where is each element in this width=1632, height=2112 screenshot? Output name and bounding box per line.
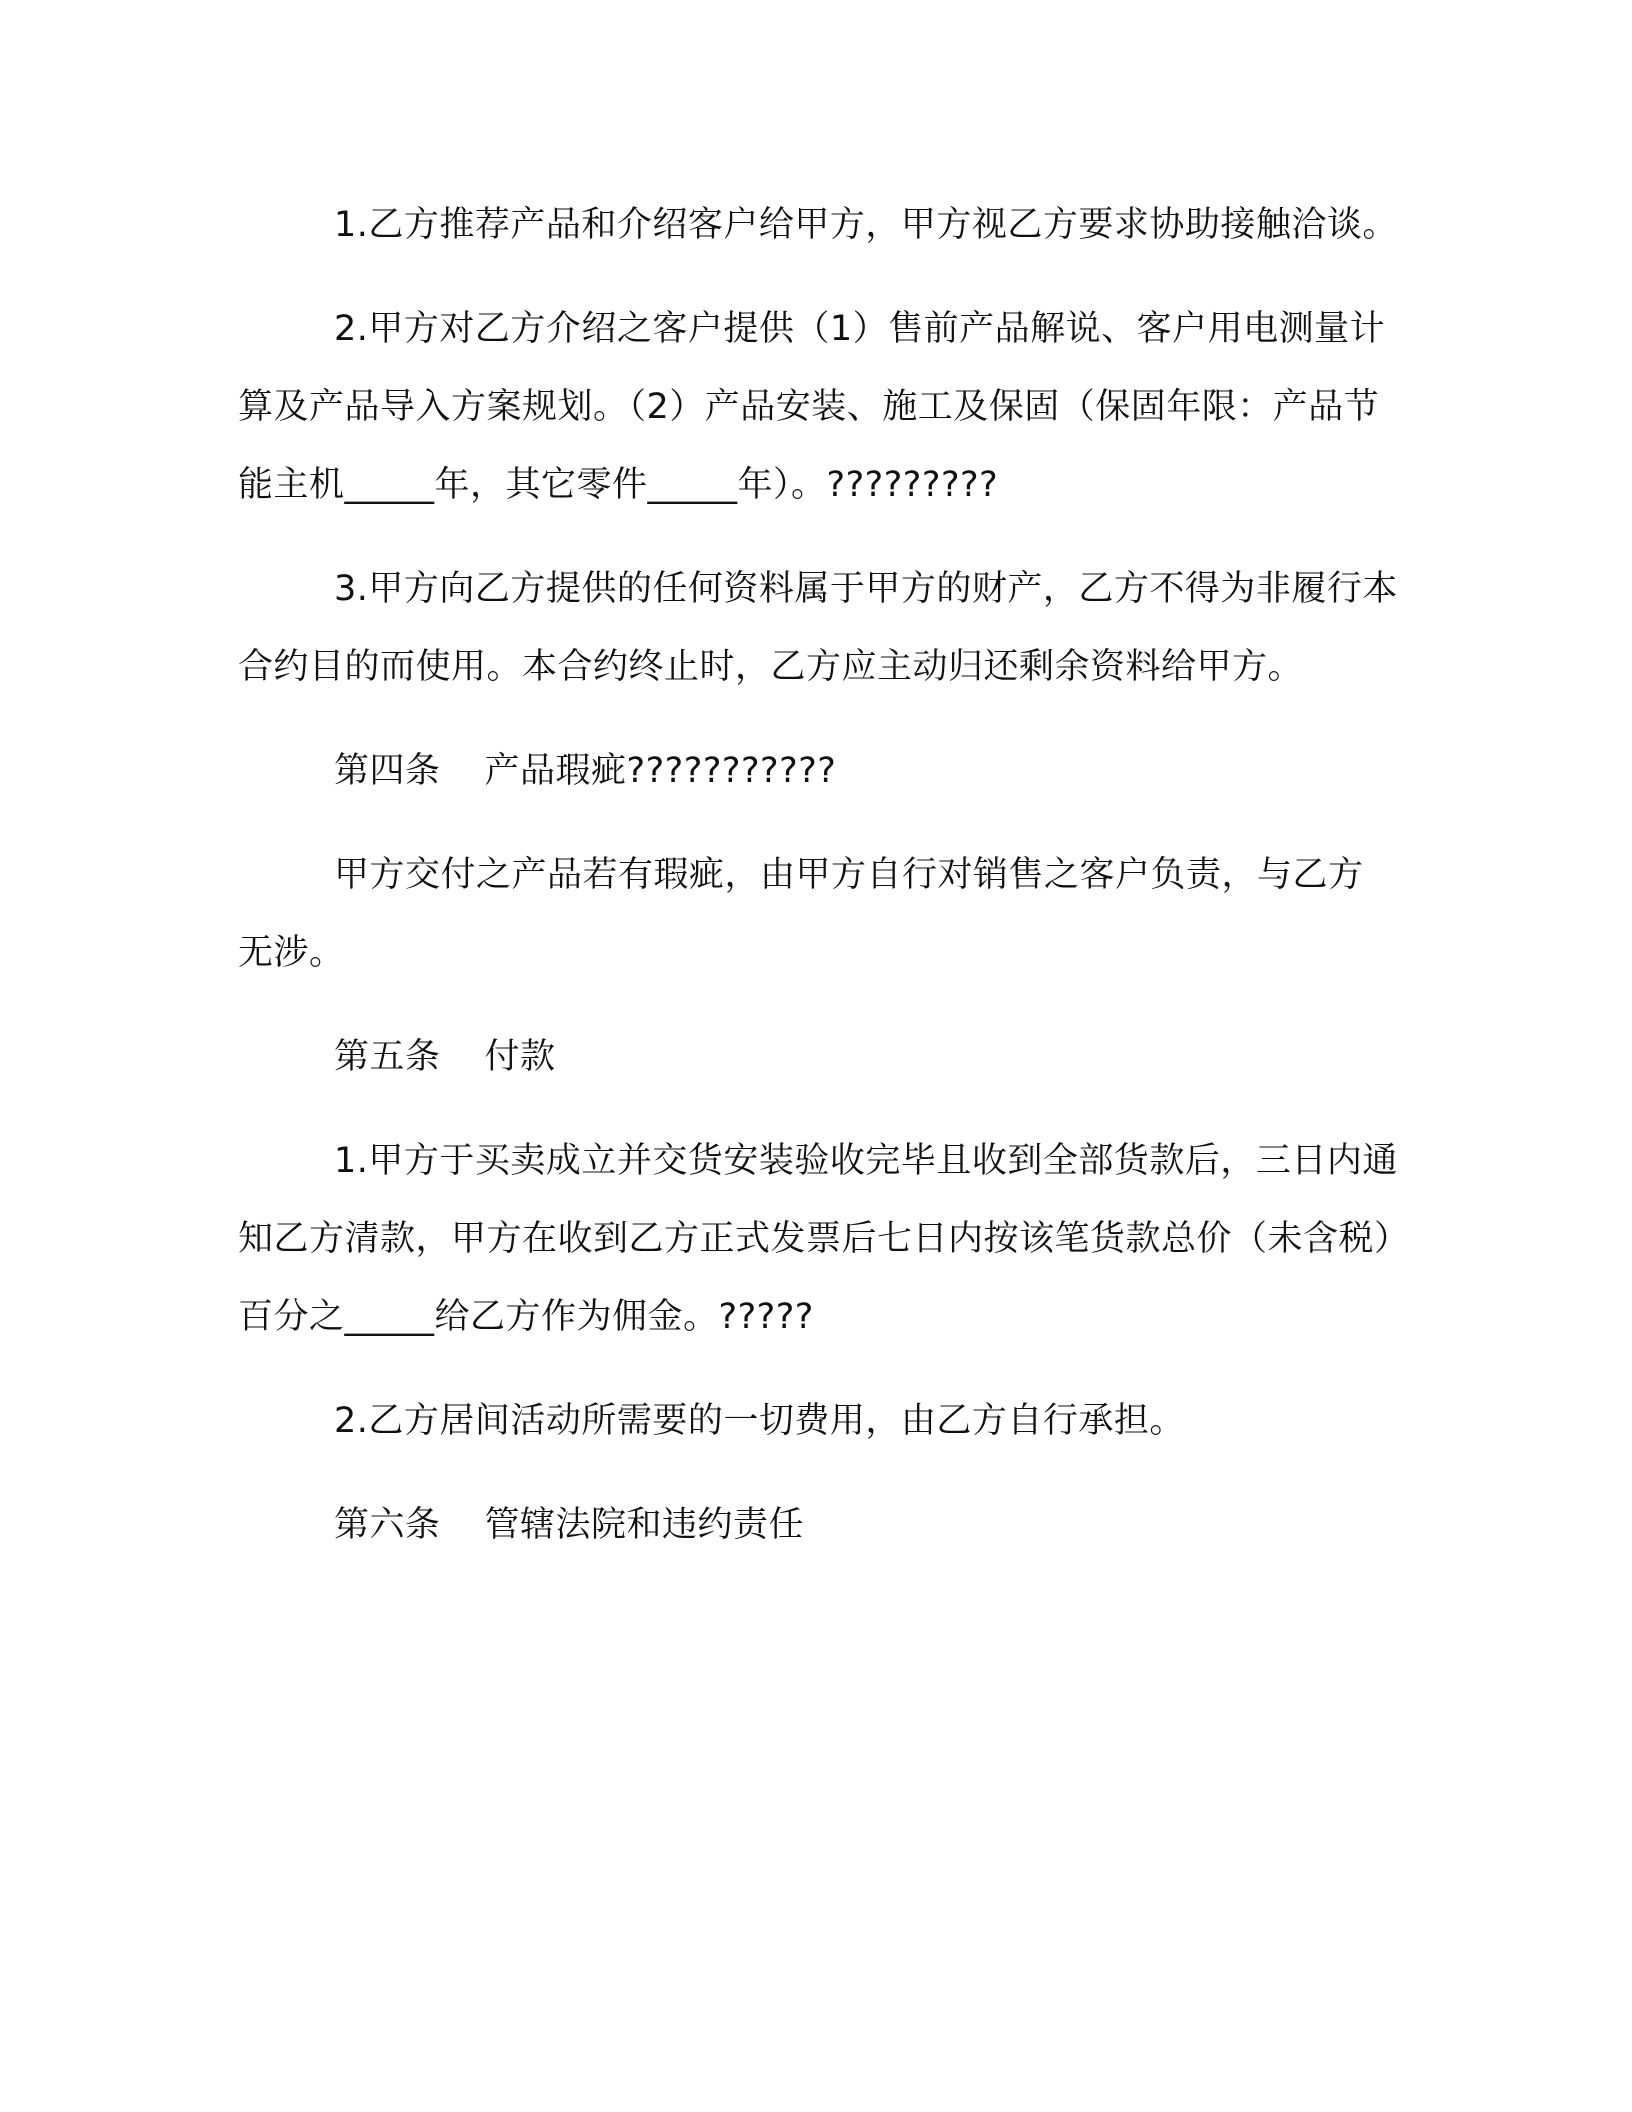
article-title: 产品瑕疵??????????? [484,751,837,791]
article-heading-4 [238,732,1398,810]
article-number: 第四条 [334,751,441,791]
article-number: 第六条 [334,1505,441,1545]
paragraph-clause-3-3: 3.甲方向乙方提供的任何资料属于甲方的财产，乙方不得为非履行本合约目的而使用。本合约终止时，乙方应主动归还剩余资料给甲方。 [238,569,1398,687]
paragraph-clause-5-2: 2.乙方居间活动所需要的一切费用，由乙方自行承担。 [334,1401,1185,1441]
article-number: 第五条 [334,1037,441,1077]
article-heading-6 [238,1486,1398,1564]
paragraph-clause-3-2: 2.甲方对乙方介绍之客户提供（1）售前产品解说、客户用电测量计算及产品导入方案规划。（2）产品安装、施工及保固（保固年限：产品节能主机_____年，其它零件_____年）。????????? [238,309,1386,505]
article-title: 管辖法院和违约责任 [484,1505,805,1545]
paragraph-article-4: 甲方交付之产品若有瑕疵，由甲方自行对销售之客户负责，与乙方无涉。 [238,855,1364,973]
paragraph-clause-5-1: 1.甲方于买卖成立并交货安装验收完毕且收到全部货款后，三日内通知乙方清款，甲方在收到乙方正式发票后七日内按该笔货款总价（未含税）百分之_____给乙方作为佣金。????? [238,1141,1398,1337]
paragraph-clause-3-1: 1.乙方推荐产品和介绍客户给甲方，甲方视乙方要求协助接触洽谈。 [334,205,1398,245]
article-title: 付款 [484,1037,556,1077]
document-page [238,186,1398,1590]
article-heading-5 [238,1018,1398,1096]
